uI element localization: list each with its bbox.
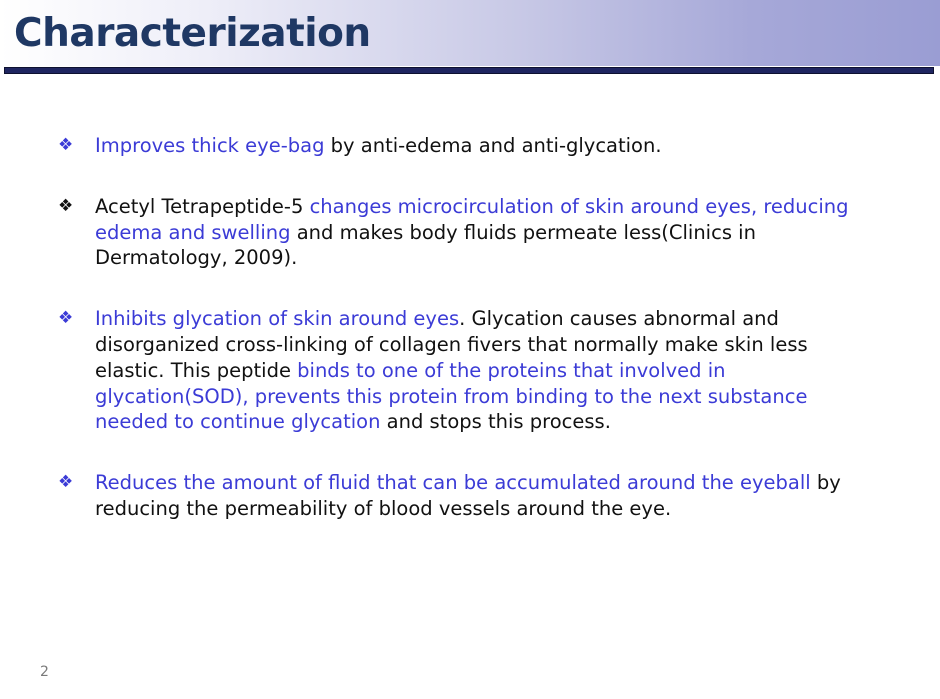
body-text: and stops this process.	[380, 410, 611, 434]
bullet-item	[58, 470, 878, 522]
highlighted-text: changes microcirculation of skin around eyes, reducing edema and swelling	[95, 194, 849, 244]
diamond-cluster-icon: ❖	[58, 135, 74, 155]
body-text: by reducing the permeability of blood vessels around the eye.	[95, 471, 841, 520]
diamond-cluster-icon: ❖	[58, 308, 74, 329]
body-text: Acetyl Tetrapeptide-5	[95, 194, 310, 218]
highlighted-text: binds to one of the proteins that involved in glycation(SOD), prevents this protein from binding to the next substance needed to continue glycation	[95, 358, 808, 434]
title-banner	[0, 0, 940, 66]
highlighted-text: Inhibits glycation of skin around eyes	[95, 307, 460, 331]
bullet-list	[58, 133, 878, 522]
highlighted-text: Improves thick eye-bag	[95, 134, 325, 157]
bullet-item	[58, 194, 878, 271]
bullet-item	[58, 306, 878, 435]
bullet-item	[58, 133, 878, 159]
body-text: . Glycation causes abnormal and disorganized cross-linking of collagen fivers that normally make skin less elastic. This peptide	[95, 307, 808, 382]
title-divider	[4, 67, 934, 74]
diamond-cluster-icon: ❖	[58, 472, 74, 493]
body-text: by anti-edema and anti-glycation.	[324, 134, 662, 157]
body-text: and makes body fluids permeate less(Clinics in Dermatology, 2009).	[95, 220, 756, 270]
page-number: 2	[40, 664, 49, 680]
slide-title: Characterization	[14, 11, 371, 56]
highlighted-text: Reduces the amount of fluid that can be accumulated around the eyeball	[95, 471, 811, 495]
diamond-cluster-icon: ❖	[58, 195, 74, 216]
